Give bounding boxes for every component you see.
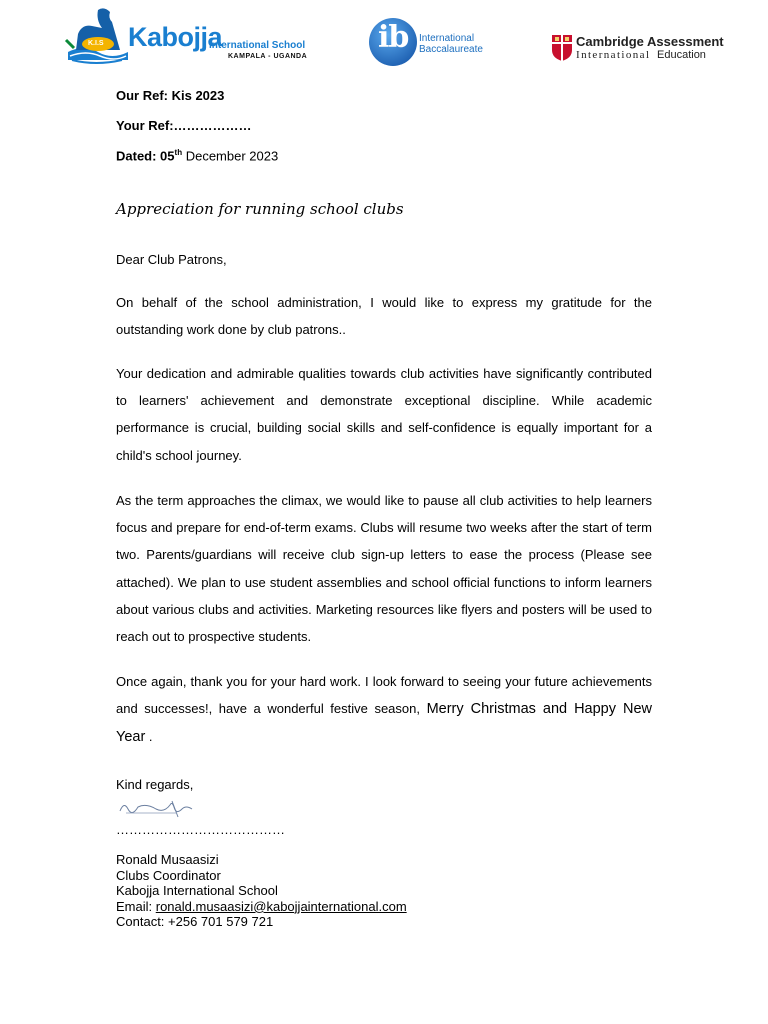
- closing: Kind regards,: [116, 777, 194, 792]
- email-label: Email:: [116, 898, 156, 914]
- ib-line2: Baccalaureate: [419, 44, 483, 55]
- kabojja-subtitle: International School: [209, 40, 306, 51]
- cambridge-line2a: International: [576, 49, 651, 61]
- cambridge-line1: Cambridge Assessment: [576, 34, 724, 49]
- your-ref: Your Ref:………………: [116, 118, 252, 133]
- our-ref: Our Ref: Kis 2023: [116, 88, 225, 103]
- signature-dots: …………………………………: [116, 822, 285, 837]
- signatory-details: [116, 852, 407, 930]
- paragraph-2: Your dedication and admirable qualities towards club activities have significantly contributed to learners' achievement and demonstrate exceptional discipline. While academic performance is crucial, building social skills and self-confidence is equally important for a child's school journey.: [116, 366, 652, 463]
- salutation: Dear Club Patrons,: [116, 252, 227, 267]
- signatory-name: Ronald Musaasizi: [116, 852, 219, 867]
- paragraph-4-main: Once again, thank you for your hard work. I look forward to seeing your future achievements and successes!, have a wonderful festive season,: [116, 674, 652, 717]
- kabojja-name: Kabojja: [128, 22, 223, 52]
- contact-line: Contact: +256 701 579 721: [116, 914, 274, 930]
- cambridge-line2b: Education: [657, 49, 706, 61]
- dated-rest: December 2023: [182, 148, 279, 164]
- kis-badge-text: K.I.S: [88, 40, 104, 47]
- ib-mark: ib: [378, 20, 409, 55]
- signatory-school: Kabojja International School: [116, 883, 278, 899]
- ib-line1: International: [419, 33, 475, 44]
- email-link[interactable]: ronald.musaasizi@kabojjainternational.com: [155, 898, 407, 914]
- paragraph-4: [116, 668, 652, 752]
- signatory-title: Clubs Coordinator: [116, 867, 221, 883]
- cambridge-shield-icon: [551, 34, 573, 62]
- dated-label: Dated: 05: [116, 148, 175, 164]
- letter-subject: Appreciation for running school clubs: [116, 200, 404, 218]
- dated: [116, 148, 278, 163]
- dated-sup: th: [174, 148, 183, 157]
- email-line: [116, 899, 407, 915]
- header: [0, 0, 768, 75]
- festive-greeting: Merry Christmas and Happy New Year: [116, 701, 652, 746]
- ib-wordmark: [419, 33, 483, 55]
- paragraph-3: As the term approaches the climax, we would like to pause all club activities to help learners focus and prepare for end-of-term exams. Clubs will resume two weeks after the start of term two. Parents/guardians will receive club sign-up letters to ease the process (Please see attached). We plan to use student assemblies and school official functions to inform learners about various clubs and activities. Marketing resources like flyers and posters will be used to reach out to prospective students.: [116, 493, 652, 645]
- signature-icon: [116, 797, 196, 821]
- paragraph-1: On behalf of the school administration, I would like to express my gratitude for the outstanding work done by club patrons..: [116, 295, 652, 338]
- kabojja-location: KAMPALA - UGANDA: [228, 53, 308, 60]
- paragraph-4-end: .: [145, 729, 153, 745]
